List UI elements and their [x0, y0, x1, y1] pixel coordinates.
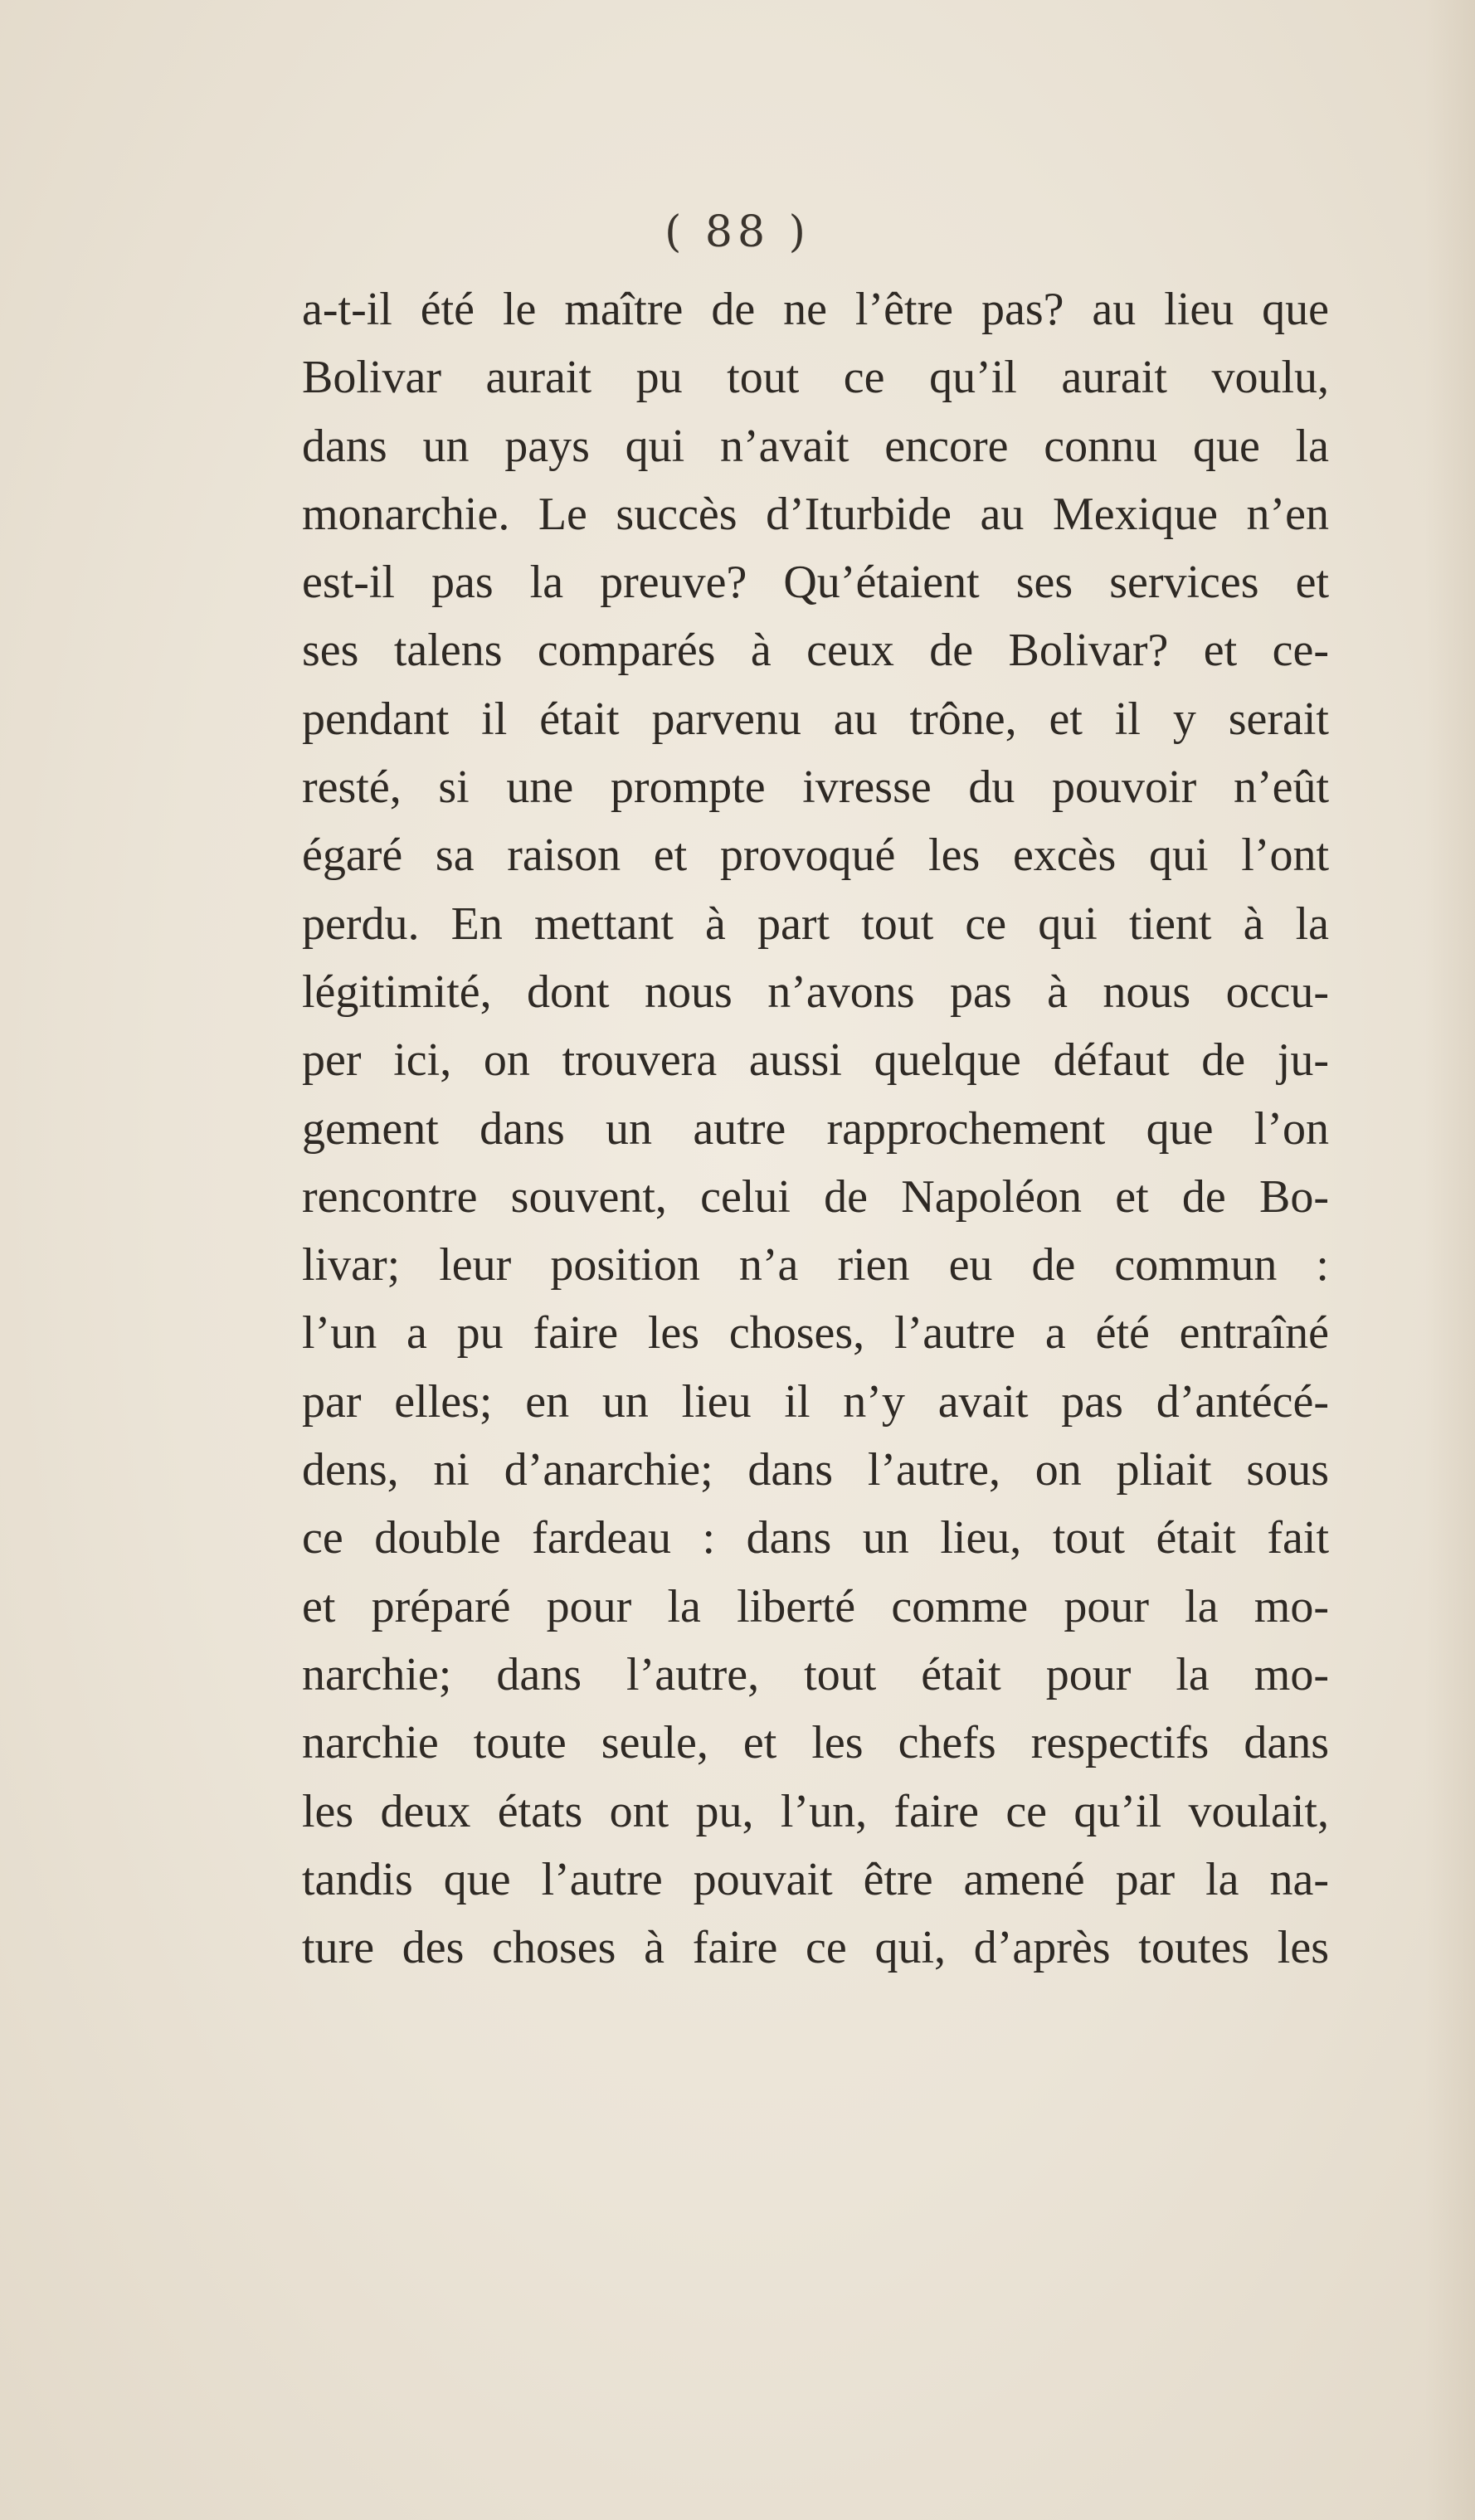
text-line: ses talens comparés à ceux de Bolivar? et ce-: [302, 625, 1329, 677]
text-line: tandis que l’autre pouvait être amené par la na-: [302, 1853, 1329, 1905]
text-line: est-il pas la preuve? Qu’étaient ses services et: [302, 557, 1329, 609]
text-line: per ici, on trouvera aussi quelque défaut de ju-: [302, 1034, 1329, 1087]
text-line: pendant il était parvenu au trône, et il y serait: [302, 693, 1329, 745]
page-number: ( 88 ): [664, 207, 811, 257]
page-edge-shadow: [1425, 0, 1475, 2520]
text-line: gement dans un autre rapprochement que l’on: [302, 1102, 1329, 1155]
text-line: livar; leur position n’a rien eu de commun :: [302, 1239, 1329, 1292]
text-line: et préparé pour la liberté comme pour la mo-: [302, 1580, 1329, 1632]
text-line: rencontre souvent, celui de Napoléon et de Bo-: [302, 1170, 1329, 1223]
text-line: dens, ni d’anarchie; dans l’autre, on pliait sous: [302, 1444, 1329, 1496]
text-line: dans un pays qui n’avait encore connu que la: [302, 420, 1329, 472]
text-line: égaré sa raison et provoqué les excès qui l’ont: [302, 829, 1329, 882]
text-line: légitimité, dont nous n’avons pas à nous occu-: [302, 966, 1329, 1018]
text-line: l’un a pu faire les choses, l’autre a été entraîné: [302, 1307, 1329, 1360]
text-line: a-t-il été le maître de ne l’être pas? au lieu que: [302, 284, 1329, 335]
text-line: perdu. En mettant à part tout ce qui tient à la: [302, 898, 1329, 950]
text-line: les deux états ont pu, l’un, faire ce qu’il voulait,: [302, 1785, 1329, 1837]
text-line: ce double fardeau : dans un lieu, tout était fait: [302, 1512, 1329, 1564]
text-line: par elles; en un lieu il n’y avait pas d’antécé-: [302, 1375, 1329, 1428]
text-line: narchie; dans l’autre, tout était pour la mo-: [302, 1648, 1329, 1700]
body-text: [302, 275, 1329, 1982]
text-line: resté, si une prompte ivresse du pouvoir n’eût: [302, 761, 1329, 814]
text-line: ture des choses à faire ce qui, d’après toutes les: [302, 1922, 1329, 1974]
text-line: Bolivar aurait pu tout ce qu’il aurait voulu,: [302, 352, 1329, 404]
text-line: narchie toute seule, et les chefs respectifs dans: [302, 1717, 1329, 1769]
text-line: monarchie. Le succès d’Iturbide au Mexique n’en: [302, 488, 1329, 540]
